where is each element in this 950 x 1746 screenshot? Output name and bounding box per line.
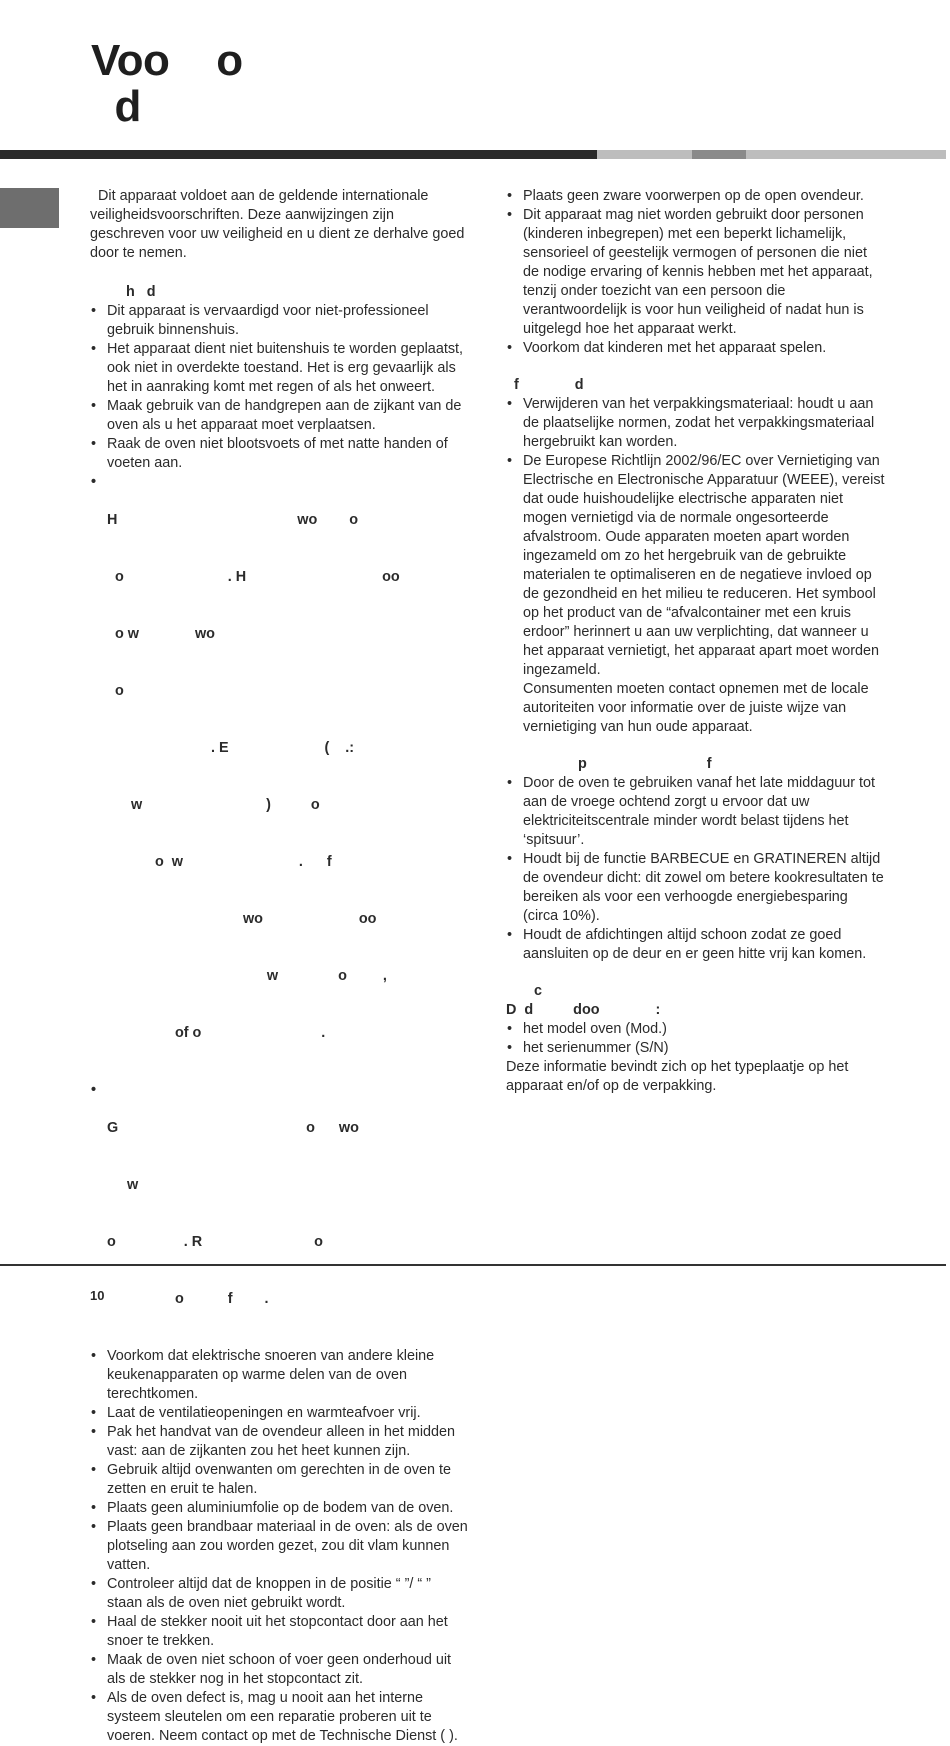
bold-line: of o . [107,1025,326,1041]
page-number: 10 [90,1288,105,1303]
header-band-light-end [746,150,946,159]
header-band-mid [692,150,746,159]
bold-line: o [107,683,124,699]
list-item: • Pak het handvat van de ovendeur alleen in het midden vast: aan de zijkanten zou het heet kunnen zijn. [90,1423,470,1461]
list-item: • Als de oven defect is, mag u nooit aan het interne systeem sleutelen om een reparatie proberen uit te voeren. Neem contact op met de Technische Dienst ( ). [90,1689,470,1746]
right-column [506,187,886,1096]
service-subheading: D d doo : [506,1002,661,1018]
list-item: • Voorkom dat kinderen met het apparaat spelen. [506,339,886,358]
list-item: • Laat de ventilatieopeningen en warmteafvoer vrij. [90,1404,470,1423]
list-item: • Verwijderen van het verpakkingsmateriaal: houdt u aan de plaatselijke normen, zodat het verpakkingsmateriaal hergebruikt kan worden. [506,395,886,452]
intro-paragraph: Dit apparaat voldoet aan de geldende internationale veiligheidsvoorschriften. Deze aanwijzingen zijn geschreven voor uw veiligheid en u dient ze derhalve goed door te nemen. [90,188,469,261]
bold-line: wo oo [107,911,377,927]
disposal-note: Consumenten moeten contact opnemen met de locale autoriteiten voor informatie over de juiste wijze van vernietiging van hun oude apparaat. [523,681,869,735]
list-item: • Haal de stekker nooit uit het stopcontact door aan het snoer te trekken. [90,1613,470,1651]
bold-line: w o , [107,968,387,984]
list-item: • Houdt bij de functie BARBECUE en GRATINEREN altijd de ovendeur dicht: dit zowel om betere kookresultaten te bereiken als voor een verhoogde energiebesparing (circa 10%). [506,850,886,926]
list-item: • Voorkom dat elektrische snoeren van andere kleine keukenapparaten op warme delen van de oven terechtkomen. [90,1347,470,1404]
safety-list-b [506,187,886,358]
bold-line: . E ( .: [107,740,355,756]
bold-line: o w . f [107,854,332,870]
header-band-dark [0,150,597,159]
section-heading-energy: p f [506,756,712,772]
bold-line: o f . [107,1291,269,1307]
section-heading-service: c [506,983,542,999]
bold-line: w [107,1177,139,1193]
list-item: • Plaats geen aluminiumfolie op de bodem van de oven. [90,1499,470,1518]
list-item: • Het apparaat dient niet buitenshuis te worden geplaatst, ook niet in overdekte toestand. Het is erg gevaarlijk als het in aanraking komt met regen of als het onweert. [90,340,470,397]
list-item: • het model oven (Mod.) [506,1020,886,1039]
bold-line: • G o wo [107,1120,359,1136]
section-heading-safety: h d [90,284,156,300]
list-item: • Dit apparaat is vervaardigd voor niet-professioneel gebruik binnenshuis. [90,302,470,340]
bold-line: o . H oo [107,569,400,585]
list-item: • De Europese Richtlijn 2002/96/EC over Vernietiging van Electrische en Electronische Apparatuur (WEEE), vereist dat oude huishoudelijke electrische apparaten niet mogen vernietigd via de normale ongesorteerde afvalstroom. Oude apparaten moeten apart worden ingezameld om zo het hergebruik van de gebruikte materialen te optimaliseren en de negatieve invloed op de gezondheid en het milieu te reduceren. Het symbool op het product van de “afvalcontainer met een kruis erdoor” herinnert u aan uw verplichting, dat wanneer u het apparaat vernietigt, het apparaat apart moet worden ingezameld. [506,452,886,680]
list-item: • Controleer altijd dat de knoppen in de positie “ ”/ “ ” staan als de oven niet gebruikt wordt. [90,1575,470,1613]
service-list [506,1020,886,1058]
list-item: • Door de oven te gebruiken vanaf het late middaguur tot aan de vroege ochtend zorgt u ervoor dat uw elektriciteitscentrale minder wordt belast tijdens het ‘spitsuur’. [506,774,886,850]
title-line-1: Voo o [91,36,243,85]
safety-list-a [90,302,470,1746]
list-item: • het serienummer (S/N) [506,1039,886,1058]
header-band-light [597,150,692,159]
left-column [90,187,470,1746]
title-line-2: d [91,82,141,131]
list-item: • Plaats geen zware voorwerpen op de open ovendeur. [506,187,886,206]
bold-line: o . R o [107,1234,323,1250]
energy-list [506,774,886,964]
bold-line: o w wo [107,626,215,642]
list-item: • Dit apparaat mag niet worden gebruikt door personen (kinderen inbegrepen) met een beperkt lichamelijk, sensorieel of geestelijk vermogen of personen die niet de nodige ervaring of kennis hebben met het apparaat, tenzij onder toezicht van een persoon die verantwoordelijk is voor hun veiligheid of nadat hun is uitgelegd hoe het apparaat werkt. [506,206,886,339]
list-item-bold [90,473,470,1081]
language-tab-marker [0,188,59,228]
list-item: • Gebruik altijd ovenwanten om gerechten in de oven te zetten en eruit te halen. [90,1461,470,1499]
list-item: • Plaats geen brandbaar materiaal in de oven: als de oven plotseling aan zou worden gezet, zou dit vlam kunnen vatten. [90,1518,470,1575]
section-heading-disposal: f d [506,377,584,393]
bold-line: • H wo o [107,512,359,528]
list-item: • Maak gebruik van de handgrepen aan de zijkant van de oven als u het apparaat moet verplaatsen. [90,397,470,435]
list-item: • Maak de oven niet schoon of voer geen onderhoud uit als de stekker nog in het stopcontact zit. [90,1651,470,1689]
list-item: • Raak de oven niet blootsvoets of met natte handen of voeten aan. [90,435,470,473]
list-item-bold [90,1081,470,1347]
footer-divider [0,1264,946,1266]
bold-line: w ) o [107,797,320,813]
service-closing: Deze informatie bevindt zich op het typeplaatje op het apparaat en/of op de verpakking. [506,1059,849,1094]
list-item: • Houdt de afdichtingen altijd schoon zodat ze goed aansluiten op de deur en er geen hitte vrij kan komen. [506,926,886,964]
disposal-list [506,395,886,680]
page-title [91,38,243,130]
